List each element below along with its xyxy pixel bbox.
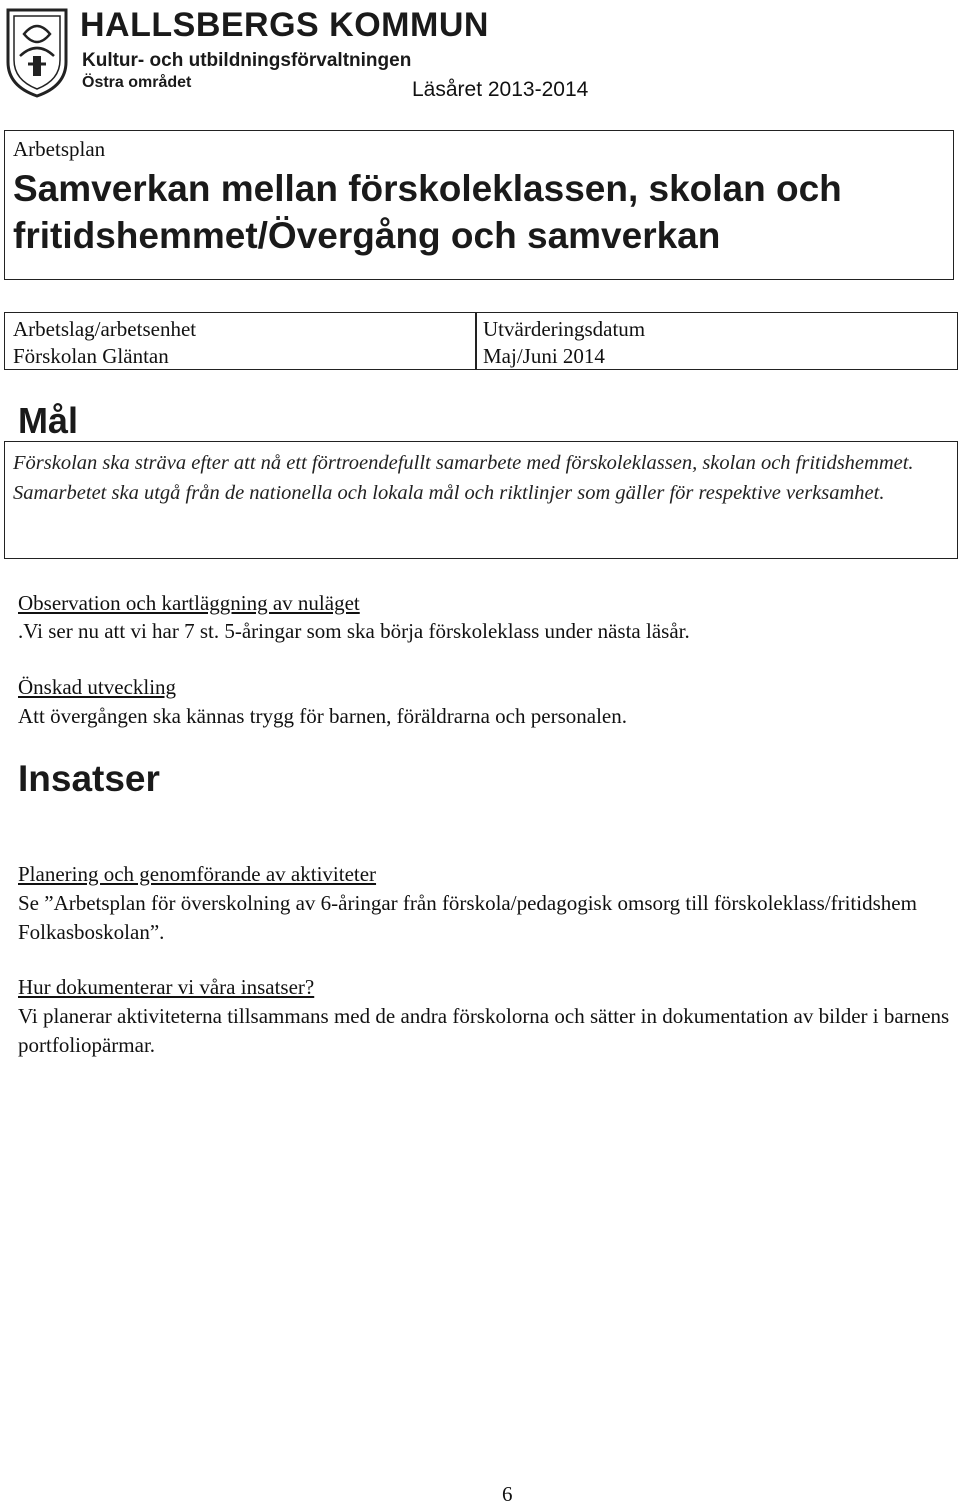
insatser-heading: Insatser [18, 758, 160, 799]
evaluation-label: Utvärderingsdatum [483, 317, 646, 341]
development-text: Att övergången ska kännas trygg för barnen, föräldrarna och personalen. [18, 704, 627, 728]
area-name: Östra området [82, 74, 192, 91]
organization-name: HALLSBERGS KOMMUN [80, 6, 489, 44]
goal-box [4, 441, 958, 559]
planning-text: Se ”Arbetsplan för överskolning av 6-åringar från förskola/pedagogisk omsorg till förskoleklass/fritidshem Folkasboskolan”. [18, 891, 917, 944]
planning-heading: Planering och genomförande av aktiviteter [18, 862, 377, 886]
observation-heading: Observation och kartläggning av nuläget [18, 591, 360, 615]
document-title: Samverkan mellan förskoleklassen, skolan och fritidshemmet/Övergång och samverkan [13, 168, 842, 256]
title-box [4, 130, 954, 280]
info-table [4, 312, 958, 370]
unit-label: Arbetslag/arbetsenhet [13, 317, 197, 341]
documentation-heading: Hur dokumenterar vi våra insatser? [18, 975, 315, 999]
municipal-crest-icon [4, 4, 70, 100]
page-number: 6 [502, 1482, 513, 1506]
info-divider [475, 313, 477, 369]
documentation-text: Vi planerar aktiviteterna tillsammans med de andra förskolorna och sätter in dokumentation av bilder i barnens portfoliopärmar. [18, 1004, 950, 1057]
evaluation-value: Maj/Juni 2014 [483, 344, 605, 368]
school-year: Läsåret 2013-2014 [412, 78, 589, 101]
unit-value: Förskolan Gläntan [13, 344, 169, 368]
goal-heading: Mål [18, 400, 79, 441]
development-heading: Önskad utveckling [18, 675, 177, 699]
observation-text: .Vi ser nu att vi har 7 st. 5-åringar som ska börja förskoleklass under nästa läsår. [18, 619, 690, 643]
goal-text: Förskolan ska sträva efter att nå ett förtroendefullt samarbete med förskoleklassen, skolan och fritidshemmet. Samarbetet ska utgå från de nationella och lokala mål och riktlinjer som gäller för respektive verksamhet. [13, 452, 914, 504]
document-type: Arbetsplan [13, 137, 106, 161]
header-logo [0, 0, 489, 110]
department-name: Kultur- och utbildningsförvaltningen [82, 50, 412, 71]
